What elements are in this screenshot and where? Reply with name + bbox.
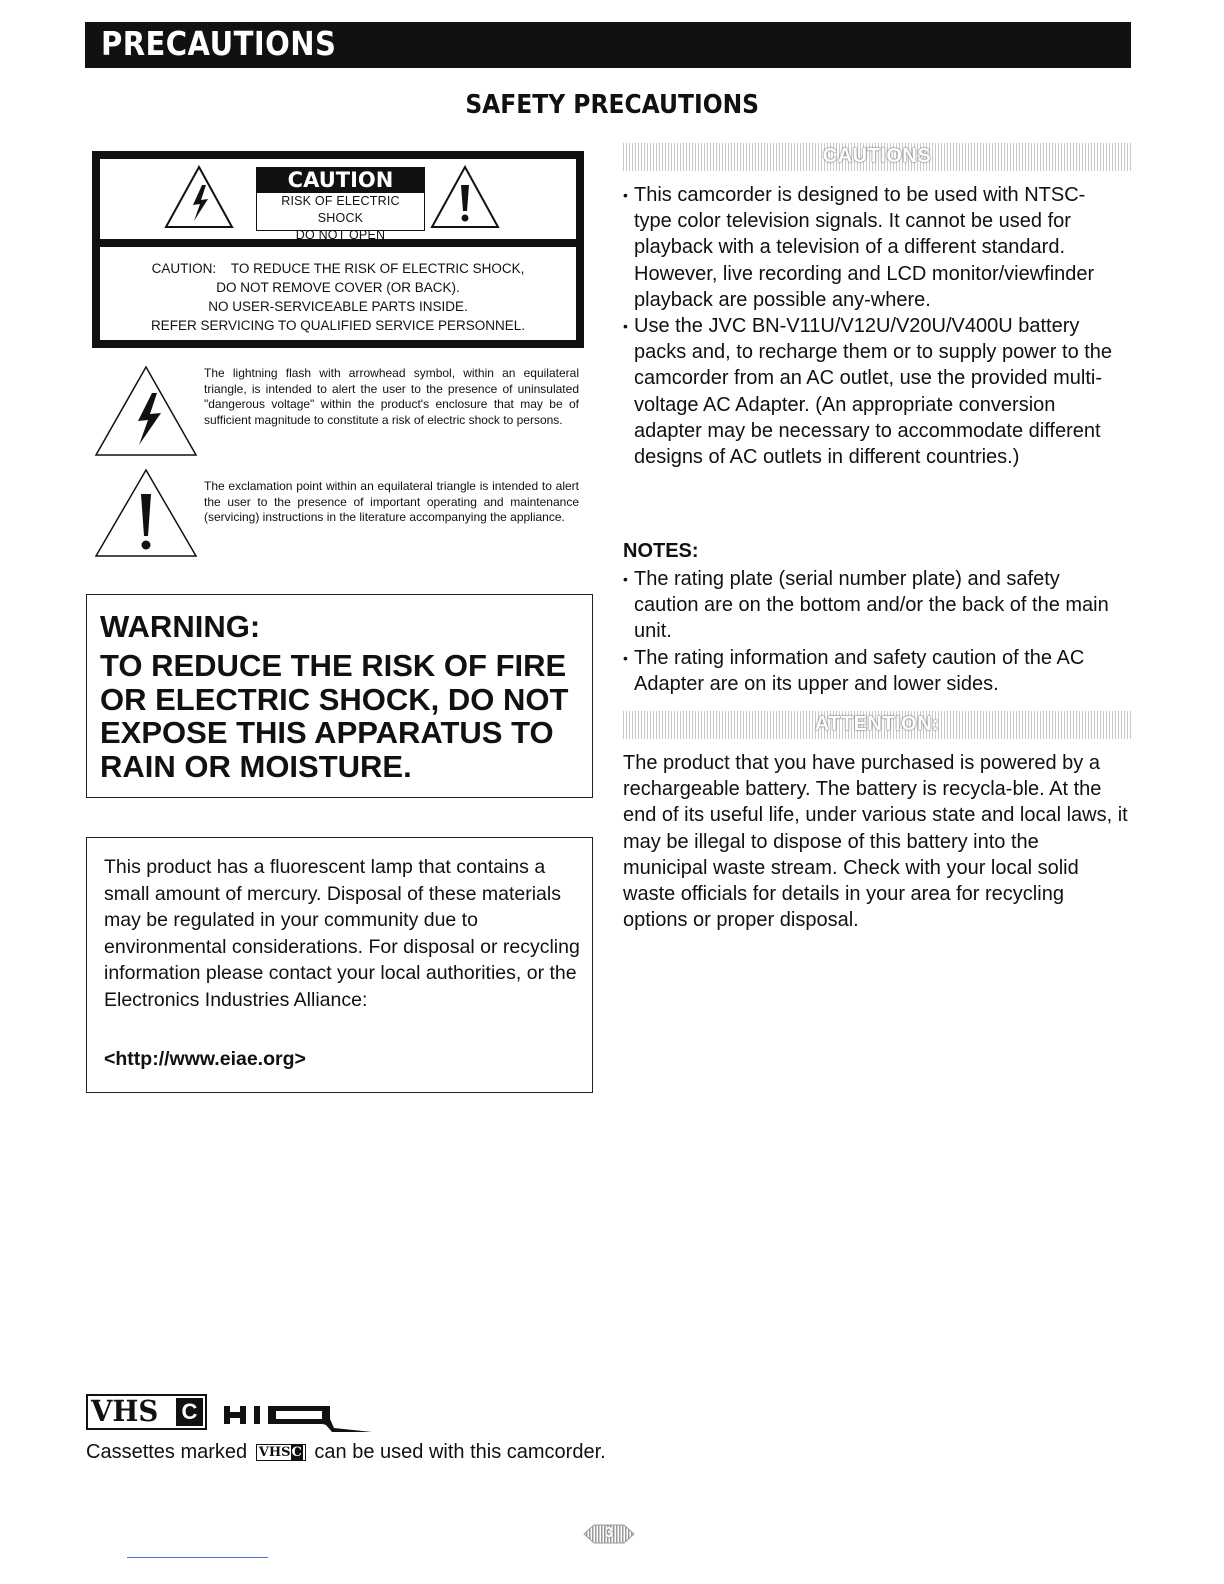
eiae-link: <http://www.eiae.org> xyxy=(104,1048,306,1070)
list-item: • Use the JVC BN-V11U/V12U/V20U/V400U battery packs and, to recharge them or to supply power to the camcorder from an AC outlet, use the provided multi-voltage AC Adapter. (An appropriate conversion adapter may be necessary to accommodate different designs of AC outlets in different countries.) xyxy=(623,313,1123,470)
attention-heading: ATTENTION: xyxy=(814,713,940,735)
mercury-notice-box xyxy=(86,837,593,1093)
caution-label-top xyxy=(100,159,576,242)
list-item: • This camcorder is designed to be used with NTSC-type color television signals. It cannot be used for playback with a television of a different standard. However, live recording and LCD monitor/viewfinder playback are possible any-where. xyxy=(623,182,1123,313)
caution-label xyxy=(92,151,584,348)
caution-notice-line: REFER SERVICING TO QUALIFIED SERVICE PERSONNEL. xyxy=(150,318,526,333)
caution-notice-line: DO NOT REMOVE COVER (OR BACK). xyxy=(216,280,460,295)
attention-text: The product that you have purchased is powered by a rechargeable battery. The battery is recycla-ble. At the end of its useful life, under various state and local laws, it may be illegal to dispose of this battery into the municipal waste stream. Check with your local solid waste officials for details in your area for recycling options or proper disposal. xyxy=(623,752,1128,932)
vhs-c-mini-logo: VHSC xyxy=(256,1444,306,1461)
caution-notice-line: CAUTION: TO REDUCE THE RISK OF ELECTRIC SHOCK, xyxy=(151,261,525,276)
list-item: • The rating information and safety caution of the AC Adapter are on its upper and lower sides. xyxy=(623,645,1123,697)
lightning-symbol-icon xyxy=(94,365,198,457)
vhs-c-logo: VHS C xyxy=(86,1394,207,1430)
footer-rule xyxy=(127,1557,268,1558)
exclamation-symbol-description: The exclamation point within an equilateral triangle is intended to alert the user to the presence of important operating and maintenance (servicing) instructions in the literature accompanying the appliance. xyxy=(204,479,579,524)
notes-list xyxy=(623,566,1123,697)
cassette-note: Cassettes marked VHSC can be used with this camcorder. xyxy=(86,1441,606,1463)
exclamation-symbol-icon xyxy=(94,468,198,558)
page-number: 3 xyxy=(580,1523,638,1545)
caution-badge-title: CAUTION xyxy=(257,168,424,193)
caution-badge-line: DO NOT OPEN xyxy=(295,228,386,242)
cautions-heading: CAUTIONS xyxy=(822,145,932,167)
lightning-symbol-description: The lightning flash with arrowhead symbol, within an equilateral triangle, is intended to alert the user to the presence of uninsulated "dangerous voltage" within the product's enclosure that may be of sufficient magnitude to constitute a risk of electric shock to persons. xyxy=(204,366,579,427)
caution-notice-line: NO USER-SERVICEABLE PARTS INSIDE. xyxy=(208,299,468,314)
warning-body: TO REDUCE THE RISK OF FIRE OR ELECTRIC SHOCK, DO NOT EXPOSE THIS APPARATUS TO RAIN OR MOISTURE. xyxy=(100,648,569,784)
hq-logo xyxy=(222,1398,374,1434)
attention-heading-bar xyxy=(623,711,1131,739)
mercury-notice-text: This product has a fluorescent lamp that contains a small amount of mercury. Disposal of these materials may be regulated in your community due to environmental considerations. For disposal or recycling information please contact your local authorities, or the Electronics Industries Alliance: xyxy=(104,856,580,1011)
notes-heading: NOTES: xyxy=(623,540,699,562)
page-title: PRECAUTIONS xyxy=(101,24,337,63)
warning-box xyxy=(86,594,593,798)
caution-badge xyxy=(256,167,425,242)
section-title: SAFETY PRECAUTIONS xyxy=(465,90,759,120)
warning-heading: WARNING: xyxy=(100,609,261,644)
exclamation-warning-icon xyxy=(430,165,500,229)
header-bar xyxy=(85,22,1131,68)
caution-badge-line: RISK OF ELECTRIC SHOCK xyxy=(281,194,400,225)
cautions-list xyxy=(623,182,1123,470)
cautions-heading-bar xyxy=(623,143,1131,171)
lightning-warning-icon xyxy=(164,165,234,229)
caution-notice xyxy=(100,247,576,340)
list-item: • The rating plate (serial number plate) and safety caution are on the bottom and/or the back of the main unit. xyxy=(623,566,1123,645)
